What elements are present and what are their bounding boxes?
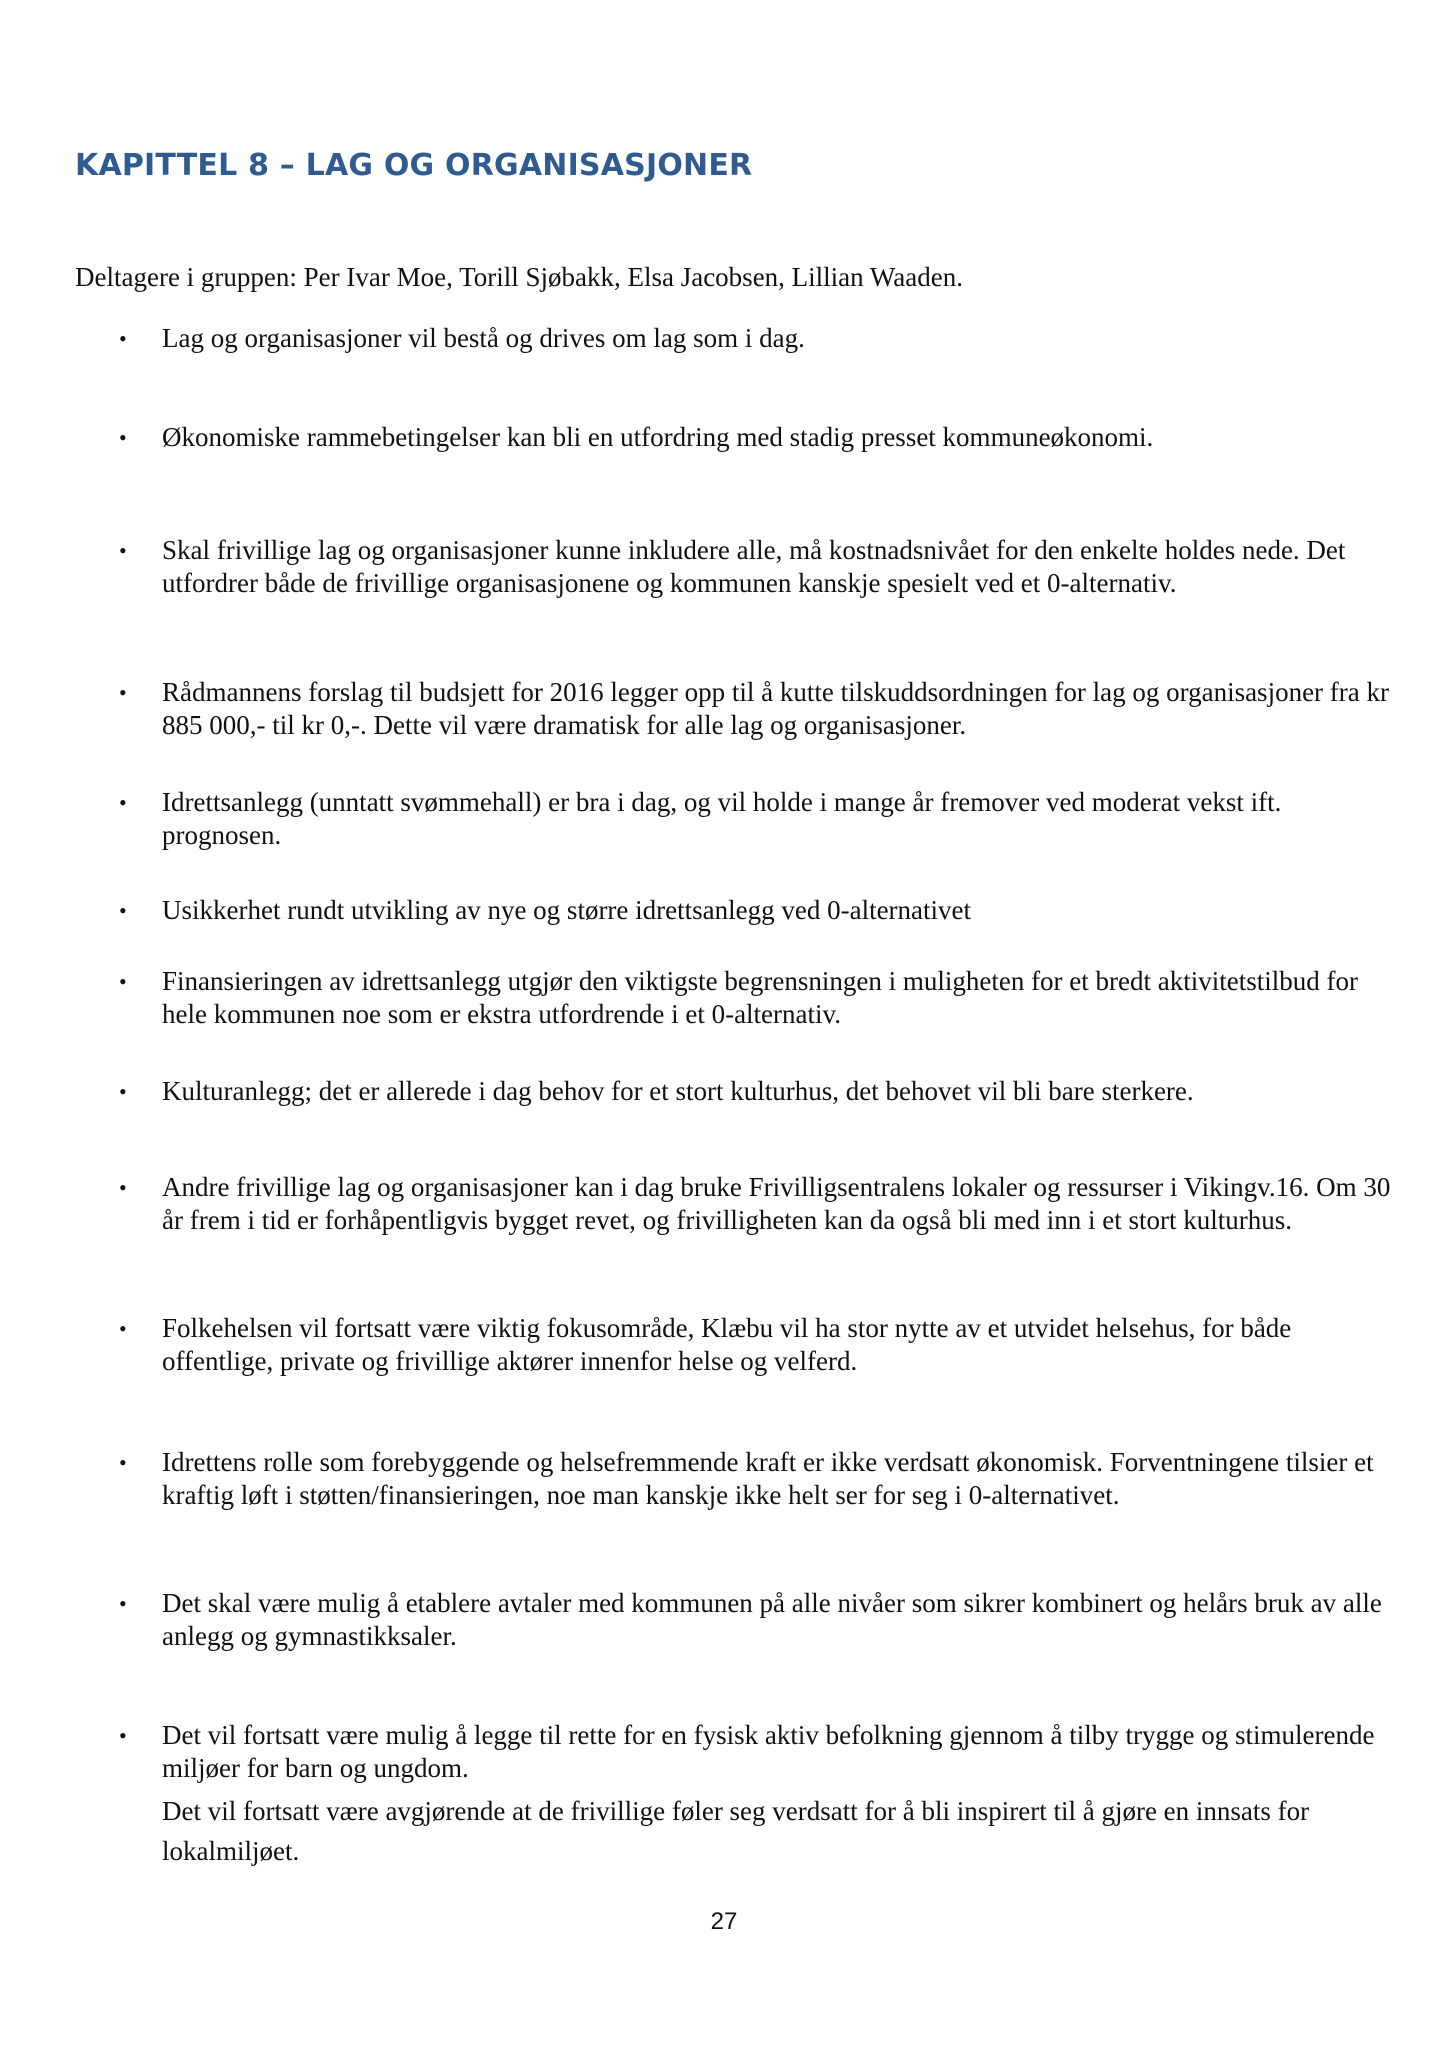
page-number: 27 (710, 1908, 738, 1935)
bullet-icon: • (119, 326, 127, 351)
chapter-heading: KAPITTEL 8 – LAG OG ORGANISASJONER (75, 148, 753, 183)
bullet-icon: • (119, 1175, 127, 1200)
list-item-text: Idrettens rolle som forebyggende og helsefremmende kraft er ikke verdsatt økonomisk. Forventningene tilsier et kraftig løft i støtten/finansieringen, noe man kanskje ikke helt ser for seg i 0-alternativet. (162, 1447, 1374, 1510)
list-item (119, 786, 1392, 852)
list-item-continuation: Det vil fortsatt være avgjørende at de frivillige føler seg verdsatt for å bli inspirert til å gjøre en innsats for lokalmiljøet. (162, 1796, 1310, 1866)
list-item-text: Idrettsanlegg (unntatt svømmehall) er bra i dag, og vil holde i mange år fremover ved moderat vekst ift. prognosen. (162, 787, 1282, 850)
list-item-text: Lag og organisasjoner vil bestå og drives om lag som i dag. (162, 323, 805, 353)
bullet-icon: • (119, 425, 127, 450)
bullet-icon: • (119, 1723, 127, 1748)
bullet-icon: • (119, 680, 127, 705)
list-item (119, 1446, 1392, 1512)
list-item-text: Økonomiske rammebetingelser kan bli en utfordring med stadig presset kommuneøkonomi. (162, 422, 1154, 452)
list-item-text: Det vil fortsatt være mulig å legge til rette for en fysisk aktiv befolkning gjennom å tilby trygge og stimulerende miljøer for barn og ungdom. (162, 1720, 1375, 1783)
list-item-text: Kulturanlegg; det er allerede i dag behov for et stort kulturhus, det behovet vil bli bare sterkere. (162, 1076, 1194, 1106)
participants-line: Deltagere i gruppen: Per Ivar Moe, Torill Sjøbakk, Elsa Jacobsen, Lillian Waaden. (75, 262, 963, 292)
list-item (119, 534, 1392, 600)
list-item-text: Skal frivillige lag og organisasjoner kunne inkludere alle, må kostnadsnivået for den enkelte holdes nede. Det utfordrer både de frivillige organisasjonene og kommunen kanskje spesielt ved et 0-alternativ. (162, 535, 1346, 598)
list-item-text: Folkehelsen vil fortsatt være viktig fokusområde, Klæbu vil ha stor nytte av et utvidet helsehus, for både offentlige, private og frivillige aktører innenfor helse og velferd. (162, 1313, 1292, 1376)
bullet-icon: • (119, 1591, 127, 1616)
bullet-icon: • (119, 1316, 127, 1341)
list-item (119, 1075, 1392, 1108)
bullet-icon: • (119, 1079, 127, 1104)
list-item-text: Andre frivillige lag og organisasjoner kan i dag bruke Frivilligsentralens lokaler og ressurser i Vikingv.16. Om 30 år frem i tid er forhåpentligvis bygget revet, og frivilligheten kan da også bli med inn i et stort kulturhus. (162, 1172, 1391, 1235)
list-item (119, 1171, 1392, 1237)
list-item-text: Usikkerhet rundt utvikling av nye og større idrettsanlegg ved 0-alternativet (162, 895, 972, 925)
list-item (119, 322, 1392, 355)
list-item (119, 676, 1392, 742)
bullet-icon: • (119, 969, 127, 994)
bullet-icon: • (119, 1450, 127, 1475)
list-item-text: Det skal være mulig å etablere avtaler med kommunen på alle nivåer som sikrer kombinert og helårs bruk av alle anlegg og gymnastikksaler. (162, 1588, 1382, 1651)
bullet-icon: • (119, 790, 127, 815)
list-item (119, 894, 1392, 927)
list-item (119, 965, 1392, 1031)
list-item (119, 1719, 1392, 1871)
list-item (119, 1312, 1392, 1378)
bullet-icon: • (119, 898, 127, 923)
list-item (119, 1587, 1392, 1653)
list-item-text: Rådmannens forslag til budsjett for 2016 legger opp til å kutte tilskuddsordningen for lag og organisasjoner fra kr 885 000,- til kr 0,-. Dette vil være dramatisk for alle lag og organisasjoner. (162, 677, 1389, 740)
list-item (119, 421, 1392, 454)
list-item-text: Finansieringen av idrettsanlegg utgjør den viktigste begrensningen i muligheten for et bredt aktivitetstilbud for hele kommunen noe som er ekstra utfordrende i et 0-alternativ. (162, 966, 1358, 1029)
bullet-icon: • (119, 538, 127, 563)
